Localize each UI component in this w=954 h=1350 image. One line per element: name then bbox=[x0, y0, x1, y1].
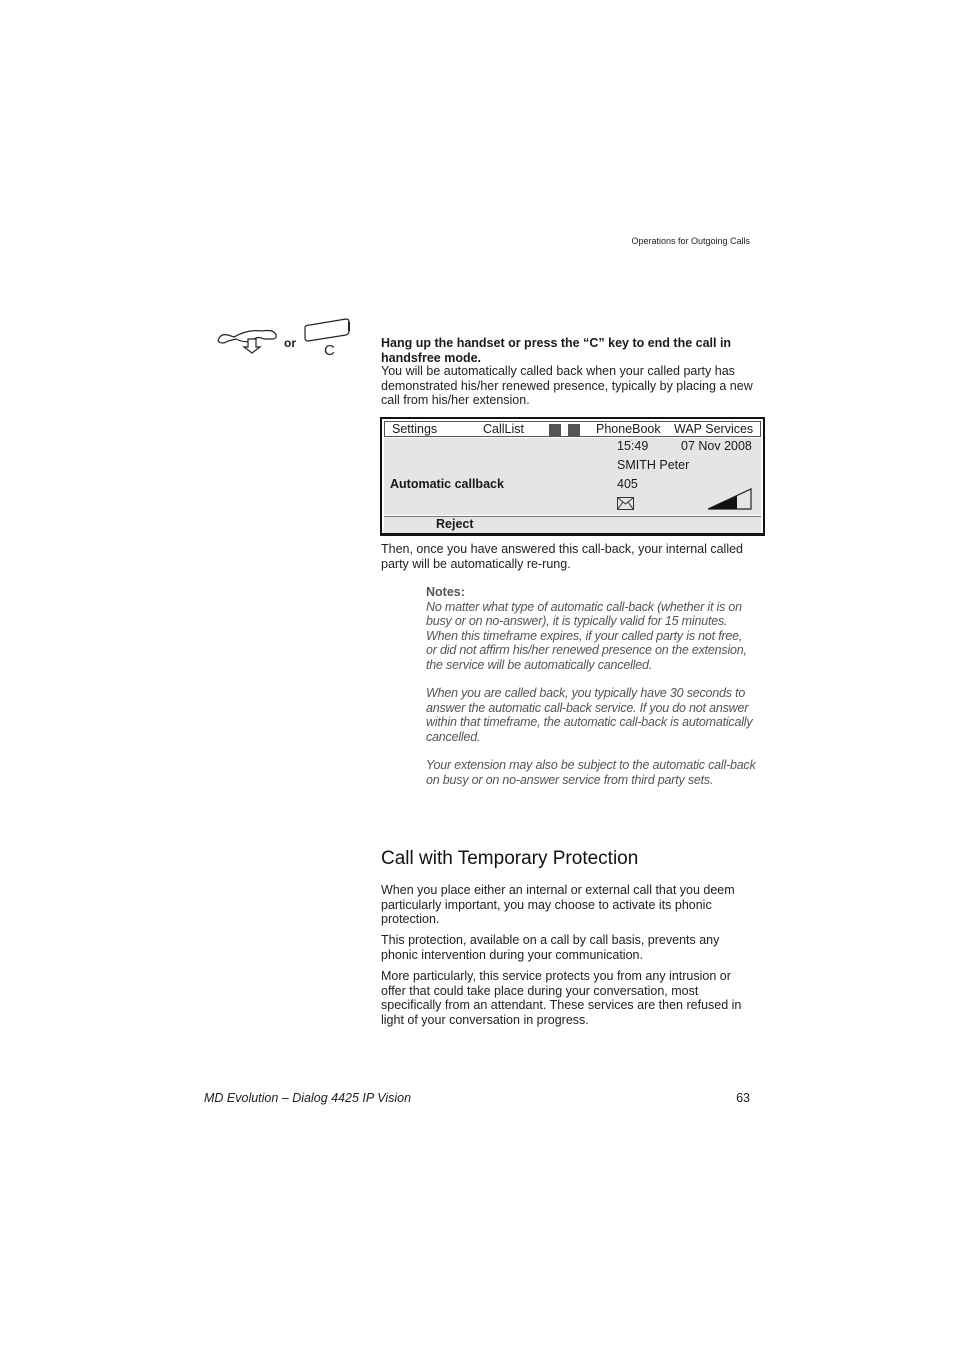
display-menu-bar bbox=[384, 421, 761, 437]
softkey-reject[interactable]: Reject bbox=[436, 517, 474, 531]
menu-block-icon bbox=[549, 424, 561, 436]
envelope-icon bbox=[617, 497, 634, 510]
menu-calllist[interactable]: CallList bbox=[483, 422, 524, 436]
menu-block-icon bbox=[568, 424, 580, 436]
handset-hang-up-icon bbox=[214, 317, 280, 357]
menu-settings[interactable]: Settings bbox=[392, 422, 438, 436]
page-number: 63 bbox=[736, 1091, 750, 1105]
c-key-label: C bbox=[324, 342, 335, 357]
step-icons bbox=[214, 317, 354, 357]
display-time: 15:49 bbox=[617, 439, 649, 453]
display-caller-name: SMITH Peter bbox=[617, 458, 690, 472]
display-message: Automatic callback bbox=[390, 477, 504, 491]
menu-wap-services[interactable]: WAP Services bbox=[674, 422, 754, 436]
note-item: Your extension may also be subject to the automatic call-back on busy or on no-answer service from third party sets. bbox=[426, 758, 756, 787]
section-title: Call with Temporary Protection bbox=[381, 848, 639, 869]
after-display-text: Then, once you have answered this call-back, your internal called party will be automatically re-rung. bbox=[381, 542, 744, 571]
section-paragraph: More particularly, this service protects you from any intrusion or offer that could take place during your conversation, most specifically from an attendant. These services are then refused in light of your conversation in progress. bbox=[381, 969, 742, 1027]
menu-phonebook[interactable]: PhoneBook bbox=[596, 422, 661, 436]
note-item: No matter what type of automatic call-back (whether it is on busy or on no-answer), it is typically valid for 15 minutes. When this timeframe expires, if your called party is not free, or did not affirm his/her renewed presence on the extension, the service will be automatically cancelled. bbox=[426, 599, 747, 672]
c-key-icon bbox=[302, 317, 354, 357]
note-item: When you are called back, you typically have 30 seconds to answer the automatic call-back service. If you do not answer within that timeframe, the automatic call-back is automatically cancelled. bbox=[426, 686, 753, 744]
step-instruction: Hang up the handset or press the “C” key to end the call in handsfree mode. bbox=[381, 336, 732, 365]
footer-product: MD Evolution – Dialog 4425 IP Vision bbox=[204, 1091, 412, 1105]
display-date: 07 Nov 2008 bbox=[681, 439, 752, 453]
section-paragraph: This protection, available on a call by call basis, prevents any phonic intervention during your communication. bbox=[381, 933, 720, 962]
display-call-info bbox=[384, 438, 761, 515]
display-extension: 405 bbox=[617, 477, 638, 491]
notes-block bbox=[426, 585, 756, 787]
phone-display bbox=[380, 417, 765, 536]
step-description: You will be automatically called back when your called party has demonstrated his/her renewed presence, typically by placing a new call from his/her extension. bbox=[381, 364, 753, 407]
signal-strength-icon bbox=[707, 488, 753, 511]
running-header: Operations for Outgoing Calls bbox=[631, 236, 750, 246]
or-label: or bbox=[284, 336, 296, 350]
section-paragraph: When you place either an internal or external call that you deem particularly important, you may choose to activate its phonic protection. bbox=[381, 883, 735, 926]
display-softkey-bar bbox=[384, 516, 761, 533]
notes-title: Notes: bbox=[426, 585, 465, 599]
